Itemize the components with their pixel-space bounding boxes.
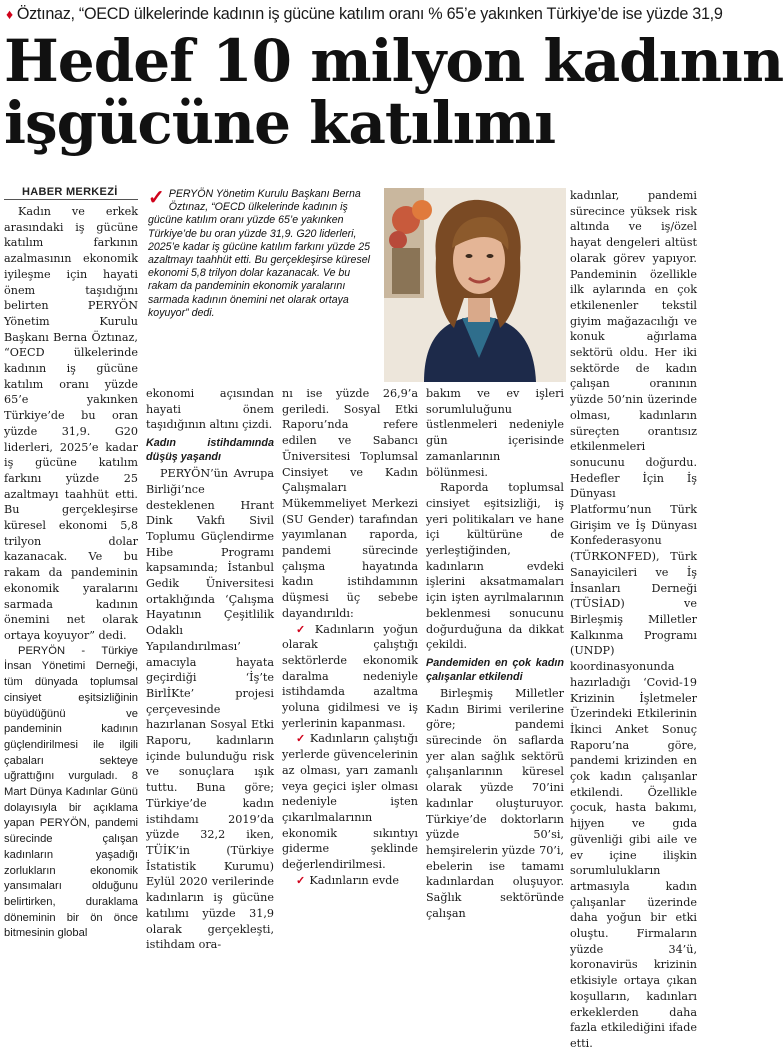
subheading: Kadın istihdamında düşüş yaşandı <box>146 437 274 464</box>
headline-line-1: Hedef 10 milyon kadının <box>4 27 783 95</box>
checkmark-icon: ✓ <box>296 872 306 887</box>
paragraph: bakım ve ev işleri sorumluluğunu üstlenmeleri nedeniyle gün içerisinde zamanlarının bölünmesi. <box>426 387 564 479</box>
checkmark-icon: ✓ <box>148 187 165 209</box>
paragraph: Raporda toplumsal cinsiyet eşitsizliği, iş yeri politikaları ve hane içi kültürüne de yerleştiğinden, kadınların evdeki işlerini aksatmamaları için işten ayrılmalarının beklenmesi sonucunu doğurduğuna da dikkat çekildi. <box>426 481 564 652</box>
bullet-item: ✓ Kadınların yoğun olarak çalıştığı sektörlerde ekonomik daralma nedeniyle istihdamda azaltma yoluna gidilmesi ve iş yerlerinin kapanması. <box>282 621 418 730</box>
bullet-item: ✓ Kadınların çalıştığı yerlerde güvencelerinin az olması, yarı zamanlı veya geçici işler olması nedeniyle işten çıkarılmalarının ekonomik sıkıntıyı giderme şeklinde değerlendirilmesi. <box>282 731 418 872</box>
bullet-item: ✓ Kadınların evde <box>296 872 400 887</box>
headline <box>4 27 783 157</box>
portrait-illustration <box>384 188 566 382</box>
kicker-text: Öztınaz, “OECD ülkelerinde kadının iş gücüne katılım oranı % 65’e yakınken Türkiye’de ise yüzde 31,9 <box>16 5 723 23</box>
article-column-1 <box>4 204 138 942</box>
article-column-4 <box>426 386 564 922</box>
paragraph: PERYÖN’ün Avrupa Birliği’nce desteklenen Hrant Dink Vakfı Sivil Toplumu Güçlendirme Hibe Programı kapsamında; İstanbul Gedik Üniversitesi ortaklığında ‘Çalışma Hayatının Çeşitlilik Odaklı Yapılandırılması’ amacıyla hayata geçirdiği ‘İş’te BirlİKte’ projesi çerçevesinde hazırlanan Sosyal Etki Raporu, kadınların içinde bulunduğu risk ve sonuçlara ışık tuttu. Buna göre; Türkiye’de kadın istihdamı 2019’da yüzde 32,2 iken, TÜİK’in (Türkiye İstatistik Kurumu) Eylül 2020 verilerinde kadınların iş gücüne katılımı yüzde 31,9 olarak gerçekleşti, istihdam ora- <box>146 467 274 952</box>
paragraph: ekonomi açısından hayati önem taşıdığının altını çizdi. <box>146 387 274 432</box>
article-column-2 <box>146 386 274 953</box>
portrait-photo <box>384 188 566 382</box>
article-column-3 <box>282 386 418 889</box>
article-column-5 <box>570 188 697 1052</box>
subheading: Pandemiden en çok kadın çalışanlar etkilendi <box>426 656 564 683</box>
pull-quote-text: PERYÖN Yönetim Kurulu Başkanı Berna Öztınaz, “OECD ülkelerinde kadının iş gücüne katılım oranı yüzde 65’e yakınken Türkiye’de bu oran yüzde 31,9. G20 liderleri, 2025’e kadar iş gücüne katılım farkını yüzde 25 azaltmayı taahhüt etti. Bu gerçekleşirse küresel ekonomi 5,8 trilyon dolar kazanacak. Ve bu rakam da pandeminin ekonomik yaralarını sarmada kadının önemini net olarak ortaya koyuyor” dedi. <box>148 188 371 319</box>
paragraph: PERYÖN - Türkiye İnsan Yönetimi Derneği, tüm dünyada toplumsal cinsiyet eşitsizliğinin büyüdüğünü ve pandeminin kadının güçlendirilmesi ile ilgili çabaları sekteye uğrattığını vurguladı. 8 Mart Dünya Kadınlar Günü dolayısıyla bir açıklama yapan PERYÖN, pandemi sürecinde çalışan kadınların yaşadığı zorlukların ekonomik yansımaları olduğunu belirtirken, duraklama döneminin bir ön önce bitmesinin global <box>4 644 138 940</box>
paragraph: nı ise yüzde 26,9’a geriledi. Sosyal Etki Raporu’nda refere edilen ve Sabancı Üniversitesi Toplumsal Cinsiyet ve Kadın Çalışmaları Mükemmeliyet Merkezi (SU Gender) tarafından yayımlanan raporda, pandemi sürecinde çalışma hayatında kadın istihdamının düşmesi üç sebebe dayandırıldı: <box>282 387 418 620</box>
diamond-icon: ♦ <box>6 6 13 22</box>
pull-quote <box>148 188 380 382</box>
byline: HABER MERKEZİ <box>4 186 138 200</box>
checkmark-icon: ✓ <box>296 621 311 636</box>
headline-line-2: işgücüne katılımı <box>4 89 556 157</box>
paragraph: Kadın ve erkek arasındaki iş gücüne katılım farkının azalmasının ekonomik iyileşme için hayati önem taşıdığını belirten PERYÖN Yönetim Kurulu Başkanı Berna Öztınaz, “OECD ülkelerinde kadının iş gücüne katılım oranı yüzde 65’e yakınken Türkiye’de bu oran yüzde 31,9. G20 liderleri, 2025’e kadar iş gücüne katılım farkını yüzde 25 azaltmayı taahhüt etti. Bu gerçekleşirse küresel ekonomi 5,8 trilyon dolar kazanacak. Ve bu rakam da pandeminin ekonomik yaralarını sarmada kadının önemini net olarak ortaya koyuyor” dedi. <box>4 205 138 642</box>
kicker <box>6 2 723 26</box>
paragraph: Birleşmiş Milletler Kadın Birimi verilerine göre; pandemi sürecinde ön saflarda yer alan sağlık sektörü çalışanlarının küresel olarak yüzde 70’ini kadınlar oluşturuyor. Türkiye’de doktorların yüzde 50’si, hemşirelerin yüzde 70’i, ebelerin ise tamamı kadınlardan oluşuyor. Sağlık sektöründe çalışan <box>426 686 564 920</box>
paragraph: kadınlar, pandemi sürecince yüksek risk altında ve iş/özel hayat dengeleri altüst olarak görev yapıyor. Pandeminin özellikle ilk aylarında en çok etkilenenler tekstil giyim mağazacılığı ve konuk ağırlama sektörü oldu. Her iki sektörde de kadın çalışan oranının yüzde 50’nin üzerinde olması, kadınların süreçten orantısız etkilenmeleri sonucunu doğurdu. Hedefler İçin İş Dünyası Platformu’nun Türk Girişim ve İş Dünyası Konfederasyonu (TÜRKONFED), Türk Sanayicileri ve İş İnsanları Derneği (TÜSİAD) ve Birleşmiş Milletler Kalkınma Programı (UNDP) koordinasyonunda hazırladığı ‘Covid-19 Krizinin İşletmeler Üzerindeki Etkilerinin İkinci Anket Sonuç Raporu’na göre, pandemi krizinden en çok kadın çalışanlar etkilendi. Özellikle çocuk, hasta bakımı, hijyen ve gıda güvenliği gibi aile ve ev içine ilişkin sorumlulukların artmasıyla kadın çalışanlar üzerinde daha yoğun bir etki oluştu. Firmaların yüzde 34’ü, koronavirüs krizinin etkisiyle ortaya çıkan koşulların, kadınları erkeklerden daha fazla etkilediğini ifade etti. <box>570 189 697 1050</box>
checkmark-icon: ✓ <box>296 731 306 746</box>
